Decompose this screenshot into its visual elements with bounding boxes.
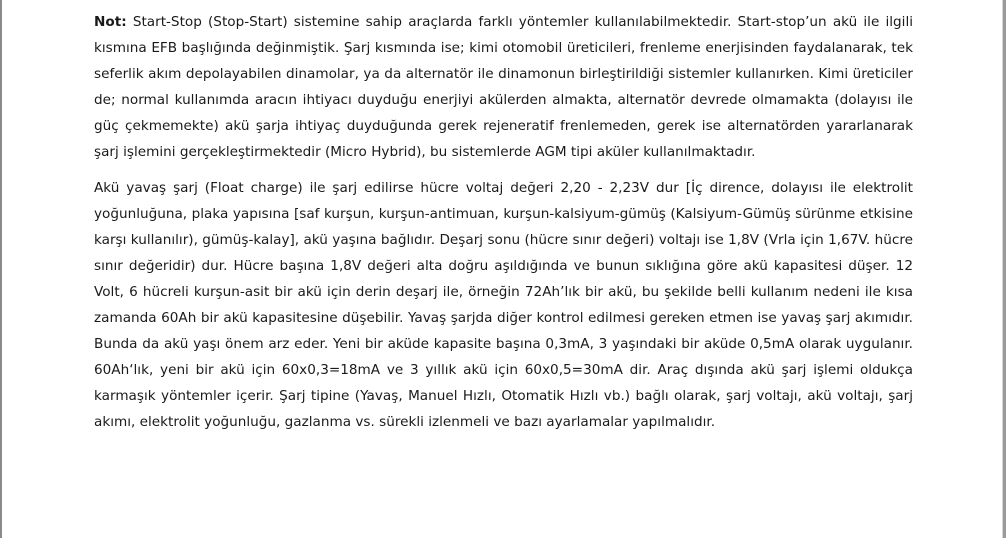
document-body <box>94 9 913 435</box>
note-label: Not: <box>94 14 127 30</box>
note-paragraph <box>94 9 913 165</box>
page-left-border <box>0 0 2 538</box>
charging-paragraph: Akü yavaş şarj (Float charge) ile şarj edilirse hücre voltaj değeri 2,20 - 2,23V dur [İç dirence, dolayısı ile elektrolit yoğunluğuna, plaka yapısına [saf kurşun, kurşun-antimuan, kurşun-kalsiyum-gümüş (Kalsiyum-Gümüş sürünme etkisine karşı kullanılır), gümüş-kalay], akü yaşına bağlıdır. Deşarj sonu (hücre sınır değeri) voltajı ise 1,8V (Vrla için 1,67V. hücre sınır değeridir) dur. Hücre başına 1,8V değeri alta doğru aşıldığında ve bunun sıklığına göre akü kapasitesi düşer. 12 Volt, 6 hücreli kurşun-asit bir akü için derin deşarj ile, örneğin 72Ah’lık bir akü, bu şekilde belli kullanım nedeni ile kısa zamanda 60Ah bir akü kapasitesine düşebilir. Yavaş şarjda diğer kontrol edilmesi gereken etmen ise yavaş şarj akımıdır. Bunda da akü yaşı önem arz eder. Yeni bir aküde kapasite başına 0,3mA, 3 yaşındaki bir aküde 0,5mA olarak uygulanır. 60Ah‘lık, yeni bir akü için 60x0,3=18mA ve 3 yıllık akü için 60x0,5=30mA dir. Araç dışında akü şarj işlemi oldukça karmaşık yöntemler içerir. Şarj tipine (Yavaş, Manuel Hızlı, Otomatik Hızlı vb.) bağlı olarak, şarj voltajı, akü voltajı, şarj akımı, elektrolit yoğunluğu, gazlanma vs. sürekli izlenmeli ve bazı ayarlamalar yapılmalıdır. <box>94 180 913 430</box>
note-text: Start-Stop (Stop-Start) sistemine sahip araçlarda farklı yöntemler kullanılabilmektedir. Start-stop’un akü ile ilgili kısmına EFB başlığında değinmiştik. Şarj kısmında ise; kimi otomobil üreticileri, frenleme enerjisinden faydalanarak, tek seferlik akım depolayabilen dinamolar, ya da alternatör ile dinamonun birleştirildiği sistemler kullanırken. Kimi üreticiler de; normal kullanımda aracın ihtiyacı duyduğu enerjiyi akülerden almakta, alternatör devrede olmamakta (dolayısı ile güç çekmemekte) akü şarja ihtiyaç duyduğunda gerek rejeneratif frenlemeden, gerek ise alternatörden yararlanarak şarj işlemini gerçekleştirmektedir (Micro Hybrid), bu sistemlerde AGM tipi aküler kullanılmaktadır. <box>94 14 913 160</box>
